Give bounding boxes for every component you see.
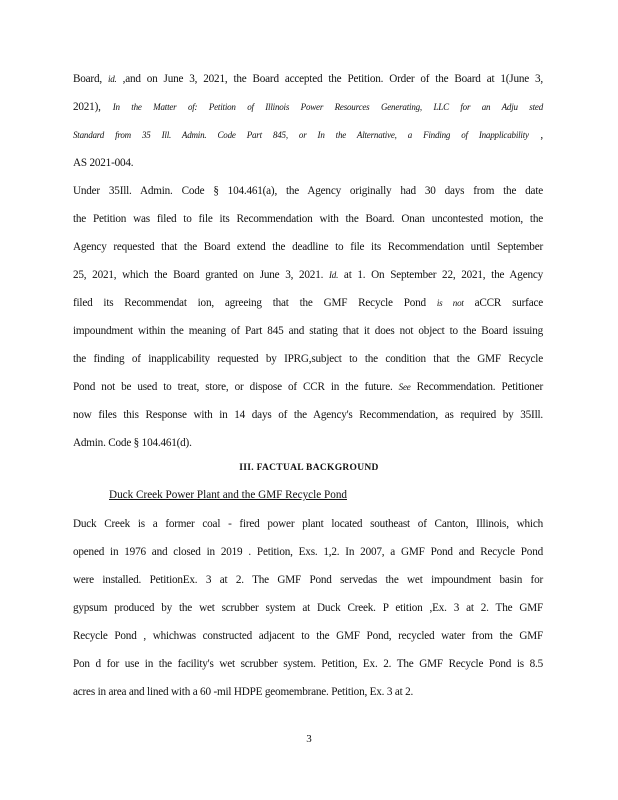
text-line	[73, 657, 543, 671]
text-line	[73, 184, 543, 198]
line-text: opened in 1976 and closed in 2019 . Petition, Exs. 1,2. In 2007, a GMF Pond and Recycle Pond	[73, 546, 543, 558]
text-line	[73, 545, 543, 559]
line-text: gypsum produced by the wet scrubber system at Duck Creek. P etition ,Ex. 3 at 2. The GMF	[73, 602, 543, 614]
text-line	[73, 436, 543, 450]
line-text: Under 35Ill. Admin. Code § 104.461(a), the Agency originally had 30 days from the date	[73, 185, 543, 197]
line-text: Pon d for use in the facility's wet scrubber system. Petition, Ex. 2. The GMF Recycle Pond is 8.5	[73, 658, 543, 670]
line-text: AS 2021-004.	[73, 157, 134, 169]
line-text: acres in area and lined with a 60 -mil HDPE geomembrane. Petition, Ex. 3 at 2.	[73, 686, 414, 698]
line-text: Recommendation. Petitioner	[410, 381, 543, 393]
text-line	[73, 240, 543, 254]
line-text: ,and on June 3, 2021, the Board accepted the Petition. Order of the Board at 1(June 3,	[116, 73, 543, 85]
text-line	[73, 685, 543, 699]
line-text: ,	[528, 129, 543, 141]
line-text: Recycle Pond , whichwas constructed adjacent to the GMF Pond, recycled water from the GMF	[73, 630, 543, 642]
text-line	[73, 352, 543, 366]
line-text: were installed. PetitionEx. 3 at 2. The GMF Pond servedas the wet impoundment basin for	[73, 574, 543, 586]
page-number: 3	[306, 733, 312, 745]
line-text: the Petition was filed to file its Recommendation with the Board. Onan uncontested motion, the	[73, 213, 543, 225]
line-text: aCCR surface	[463, 297, 544, 309]
line-text: Pond not be used to treat, store, or dispose of CCR in the future.	[73, 381, 399, 393]
text-line	[73, 296, 543, 310]
text-line	[73, 380, 543, 394]
line-text: the finding of inapplicability requested by IPRG,subject to the condition that the GMF Recycle	[73, 353, 543, 365]
line-text: Agency requested that the Board extend the deadline to file its Recommendation until September	[73, 241, 543, 253]
section-heading: III. FACTUAL BACKGROUND	[239, 463, 379, 473]
text-line	[73, 268, 543, 282]
text-line	[73, 156, 543, 170]
text-line	[73, 100, 543, 114]
text-line	[73, 324, 543, 338]
line-text: Duck Creek is a former coal - fired power plant located southeast of Canton, Illinois, which	[73, 518, 543, 530]
italic-citation: is not	[436, 298, 464, 308]
italic-citation: Id.	[328, 270, 339, 280]
subsection-heading: Duck Creek Power Plant and the GMF Recycle Pond	[109, 489, 348, 501]
text-line	[73, 128, 543, 142]
italic-citation: See	[398, 382, 411, 392]
text-line	[73, 601, 543, 615]
italic-citation: In the Matter of: Petition of Illinois Power Resources Generating, LLC for an Adju sted	[112, 102, 544, 112]
italic-citation: Standard from 35 Ill. Admin. Code Part 845, or In the Alternative, a Finding of Inapplicability	[73, 130, 529, 140]
line-text: Board,	[73, 73, 108, 85]
text-line	[73, 408, 543, 422]
line-text: 25, 2021, which the Board granted on June 3, 2021.	[73, 269, 329, 281]
text-line	[73, 212, 543, 226]
line-text: impoundment within the meaning of Part 845 and stating that it does not object to the Board issuing	[73, 325, 543, 337]
text-line	[73, 517, 543, 531]
text-line	[73, 573, 543, 587]
text-line	[73, 629, 543, 643]
italic-citation: id.	[107, 74, 117, 84]
line-text: 2021),	[73, 101, 113, 113]
line-text: filed its Recommendat ion, agreeing that the GMF Recycle Pond	[73, 297, 437, 309]
line-text: Admin. Code § 104.461(d).	[73, 437, 192, 449]
line-text: at 1. On September 22, 2021, the Agency	[338, 269, 544, 281]
line-text: now files this Response with in 14 days of the Agency's Recommendation, as required by 35Ill.	[73, 409, 543, 421]
text-line	[73, 72, 543, 86]
